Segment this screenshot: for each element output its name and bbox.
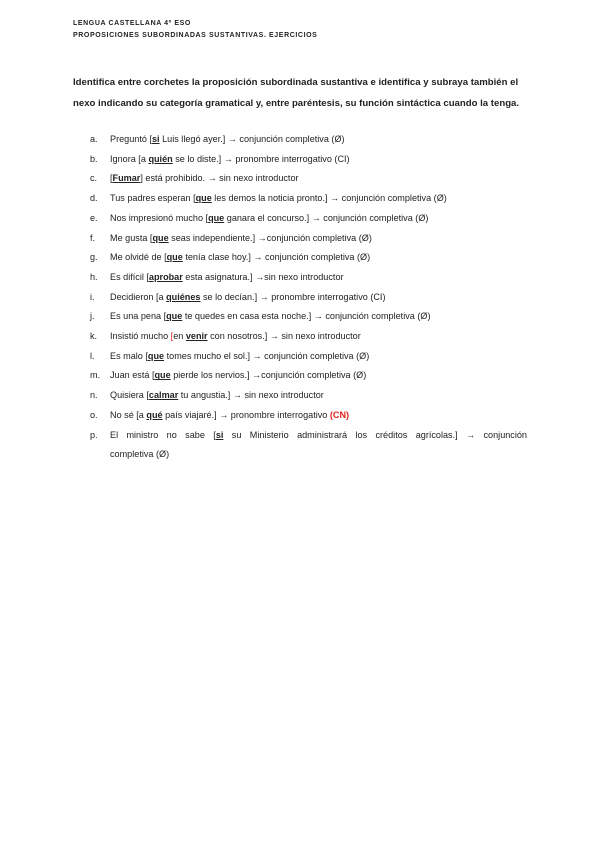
nexo-underlined: calmar bbox=[148, 390, 179, 401]
item-sentence: Quisiera [calmar tu angustia.] → sin nexo introductor bbox=[110, 390, 324, 401]
nexo-underlined: si bbox=[215, 429, 224, 440]
exercise-item-c bbox=[90, 169, 527, 189]
nexo-underlined: quiénes bbox=[166, 291, 201, 302]
exercise-item-f bbox=[90, 229, 527, 249]
nexo-underlined: venir bbox=[185, 331, 208, 342]
item-letter: c. bbox=[90, 173, 98, 184]
item-letter: e. bbox=[90, 212, 98, 223]
nexo-underlined: que bbox=[147, 350, 165, 361]
exercise-item-h bbox=[90, 268, 527, 288]
item-sentence: No sé [a qué país viajaré.] → pronombre interrogativo (CN) bbox=[110, 409, 350, 420]
red-function-label: (CN) bbox=[329, 409, 350, 420]
item-letter: a. bbox=[90, 134, 98, 144]
nexo-underlined: que bbox=[154, 370, 171, 381]
item-letter: j. bbox=[90, 311, 95, 322]
item-letter: p. bbox=[90, 429, 98, 440]
header-topic: PROPOSICIONES SUBORDINADAS SUSTANTIVAS. EJERCICIOS bbox=[73, 32, 318, 39]
exercise-item-g bbox=[90, 248, 527, 268]
item-letter: o. bbox=[90, 409, 98, 420]
item-sentence: Preguntó [si Luis llegó ayer.] → conjunción completiva (Ø) bbox=[110, 134, 345, 144]
exercise-item-n bbox=[90, 386, 527, 406]
exercise-item-p bbox=[90, 426, 527, 465]
item-sentence: Juan está [que pierde los nervios.] →conjunción completiva (Ø) bbox=[110, 370, 367, 381]
item-sentence: Tus padres esperan [que les demos la noticia pronto.] → conjunción completiva (Ø) bbox=[110, 193, 447, 204]
nexo-underlined: que bbox=[208, 212, 225, 223]
item-sentence: Es malo [que tomes mucho el sol.] → conjunción completiva (Ø) bbox=[110, 350, 370, 361]
exercise-list bbox=[90, 130, 527, 465]
exercise-item-l bbox=[90, 347, 527, 367]
item-sentence: Nos impresionó mucho [que ganara el concurso.] → conjunción completiva (Ø) bbox=[110, 212, 429, 223]
item-letter: h. bbox=[90, 271, 98, 282]
item-letter: i. bbox=[90, 291, 95, 302]
item-letter: m. bbox=[90, 370, 101, 381]
red-bracket: [ bbox=[170, 331, 174, 342]
nexo-underlined: si bbox=[151, 134, 160, 144]
item-sentence: Me olvidé de [que tenía clase hoy.] → conjunción completiva (Ø) bbox=[110, 252, 371, 263]
exercise-item-j bbox=[90, 307, 527, 327]
nexo-underlined: quién bbox=[148, 153, 173, 164]
item-letter: f. bbox=[90, 232, 96, 243]
item-sentence: Me gusta [que seas independiente.] →conjunción completiva (Ø) bbox=[110, 232, 372, 243]
exercise-instruction: Identifica entre corchetes la proposición subordinada sustantiva e identifica y subraya también el nexo indicando su categoría gramatical y, entre paréntesis, su función sintáctica cuando la tenga. bbox=[73, 77, 520, 109]
document-header bbox=[73, 18, 317, 42]
exercise-item-d bbox=[90, 189, 527, 209]
exercise-item-m bbox=[90, 366, 527, 386]
item-letter: b. bbox=[90, 153, 98, 164]
item-sentence: Insistió mucho [en venir con nosotros.] → sin nexo introductor bbox=[110, 331, 361, 342]
nexo-underlined: que bbox=[152, 232, 169, 243]
item-sentence: Es difícil [aprobar esta asignatura.] →sin nexo introductor bbox=[110, 271, 344, 282]
item-sentence: Ignora [a quién se lo diste.] → pronombre interrogativo (CI) bbox=[110, 153, 350, 164]
item-letter: k. bbox=[90, 331, 98, 342]
exercise-item-o bbox=[90, 406, 527, 426]
nexo-underlined: aprobar bbox=[148, 271, 183, 282]
item-sentence: El ministro no sabe [si su Ministerio administrará los créditos agrícolas.] → conjunción bbox=[110, 429, 527, 440]
exercise-item-k bbox=[90, 327, 527, 347]
item-sentence: [Fumar] está prohibido. → sin nexo introductor bbox=[110, 173, 299, 184]
item-letter: d. bbox=[90, 193, 98, 204]
nexo-underlined: que bbox=[166, 252, 183, 263]
exercise-item-b bbox=[90, 150, 527, 170]
nexo-underlined: Fumar bbox=[112, 173, 141, 184]
item-sentence-continuation: completiva (Ø) bbox=[110, 449, 170, 460]
item-sentence: Decidieron [a quiénes se lo decían.] → pronombre interrogativo (CI) bbox=[110, 291, 386, 302]
header-course: LENGUA CASTELLANA 4º ESO bbox=[73, 20, 191, 27]
nexo-underlined: que bbox=[195, 193, 212, 204]
nexo-underlined: que bbox=[166, 311, 183, 322]
exercise-item-e bbox=[90, 209, 527, 229]
item-letter: l. bbox=[90, 350, 95, 361]
exercise-item-i bbox=[90, 288, 527, 308]
nexo-underlined: qué bbox=[146, 409, 163, 420]
item-sentence: Es una pena [que te quedes en casa esta noche.] → conjunción completiva (Ø) bbox=[110, 311, 431, 322]
item-letter: n. bbox=[90, 390, 98, 401]
exercise-item-a bbox=[90, 130, 527, 150]
item-letter: g. bbox=[90, 252, 98, 263]
